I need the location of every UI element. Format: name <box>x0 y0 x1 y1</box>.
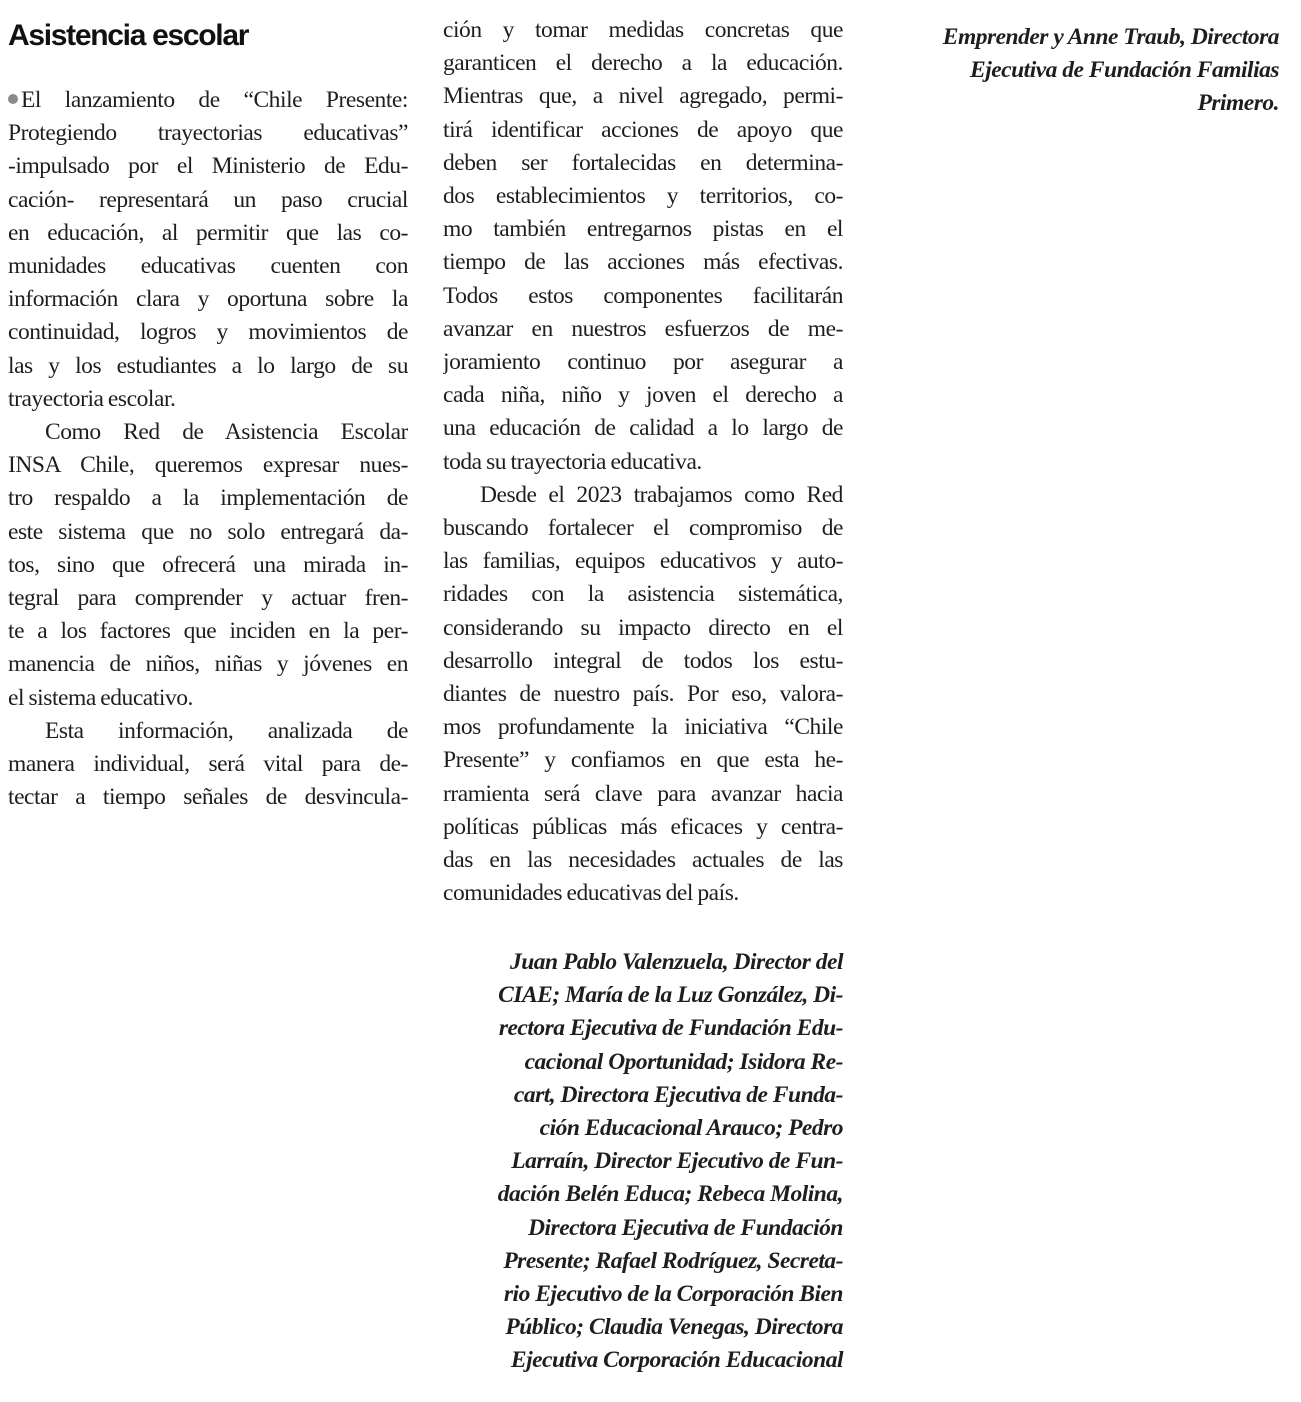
signature-line: Larraín, Director Ejecutivo de Fun- <box>511 1148 843 1175</box>
text-line: las familias, equipos educativos y auto- <box>443 548 843 575</box>
text-line: avanzar en nuestros esfuerzos de me- <box>443 315 843 342</box>
text-line: diantes de nuestro país. Por eso, valora- <box>443 681 843 708</box>
text-line: dos establecimientos y territorios, co- <box>443 183 843 210</box>
signature-line: Directora Ejecutiva de Fundación <box>528 1214 843 1241</box>
text-line: mo también entregarnos pistas en el <box>443 216 843 243</box>
headline: Asistencia escolar <box>8 19 249 52</box>
signature-line: CIAE; María de la Luz González, Di- <box>498 982 843 1009</box>
text-line: -impulsado por el Ministerio de Edu- <box>8 153 408 180</box>
text-line: tectar a tiempo señales de desvincula- <box>8 784 408 811</box>
signature-line: Público; Claudia Venegas, Directora <box>505 1314 843 1341</box>
text-line: joramiento continuo por asegurar a <box>443 349 843 376</box>
signature-line: Ejecutiva de Fundación Familias <box>970 57 1279 84</box>
text-line: El lanzamiento de “Chile Presente: <box>8 84 408 117</box>
text-line: rramienta será clave para avanzar hacia <box>443 780 843 807</box>
signature-line: Juan Pablo Valenzuela, Director del <box>509 949 843 975</box>
text-line: Desde el 2023 trabajamos como Red <box>480 481 843 508</box>
text-line: Como Red de Asistencia Escolar <box>45 419 408 446</box>
signature-line: rio Ejecutivo de la Corporación Bien <box>503 1281 843 1308</box>
text-line: tirá identificar acciones de apoyo que <box>443 116 843 143</box>
text-line: manencia de niños, niñas y jóvenes en <box>8 651 408 678</box>
text-line: trayectoria escolar. <box>8 385 176 412</box>
article-column-1 <box>8 84 408 814</box>
signature-line: dación Belén Educa; Rebeca Molina, <box>497 1181 843 1208</box>
text-line: comunidades educativas del país. <box>443 880 739 907</box>
text-line: mos profundamente la iniciativa “Chile <box>443 714 843 741</box>
text-line: manera individual, será vital para de- <box>8 751 408 778</box>
signature-line: Ejecutiva Corporación Educacional <box>510 1347 843 1374</box>
text-line: te a los factores que inciden en la per- <box>8 618 408 645</box>
text-line: las y los estudiantes a lo largo de su <box>8 352 408 379</box>
text-line: Protegiendo trayectorias educativas” <box>8 120 408 147</box>
signature-line: Emprender y Anne Traub, Directora <box>942 24 1279 50</box>
signature-block <box>443 946 843 1378</box>
signature-line: cart, Directora Ejecutiva de Funda- <box>513 1081 843 1108</box>
signature-line: rectora Ejecutiva de Fundación Edu- <box>498 1015 843 1042</box>
text-line: Mientras que, a nivel agregado, permi- <box>443 83 843 110</box>
text-line: continuidad, logros y movimientos de <box>8 319 408 346</box>
text-line: ridades con la asistencia sistemática, <box>443 581 843 608</box>
text-line: INSA Chile, queremos expresar nues- <box>8 452 408 479</box>
text-line: ción y tomar medidas concretas que <box>443 17 843 43</box>
signature-line: cacional Oportunidad; Isidora Re- <box>524 1048 843 1075</box>
article-column-2 <box>443 14 843 910</box>
text-line: tiempo de las acciones más efectivas. <box>443 249 843 276</box>
text-line: este sistema que no solo entregará da- <box>8 518 408 545</box>
signature-line: Primero. <box>1197 90 1279 117</box>
text-line: Esta información, analizada de <box>45 717 408 744</box>
text-line: tos, sino que ofrecerá una mirada in- <box>8 551 408 578</box>
text-line: buscando fortalecer el compromiso de <box>443 515 843 542</box>
text-line: tro respaldo a la implementación de <box>8 485 408 512</box>
signature-continuation <box>879 21 1279 121</box>
text-line: en educación, al permitir que las co- <box>8 219 408 246</box>
text-line: garanticen el derecho a la educación. <box>443 50 843 77</box>
text-line: cación- representará un paso crucial <box>8 186 408 213</box>
text-line: el sistema educativo. <box>8 684 193 711</box>
text-line: considerando su impacto directo en el <box>443 614 843 641</box>
text-line: munidades educativas cuenten con <box>8 253 408 280</box>
text-line: tegral para comprender y actuar fren- <box>8 585 408 612</box>
text-line: Presente” y confiamos en que esta he- <box>443 747 843 774</box>
text-line: Todos estos componentes facilitarán <box>443 282 843 309</box>
signature-line: ción Educacional Arauco; Pedro <box>539 1115 843 1142</box>
text-line: desarrollo integral de todos los estu- <box>443 647 843 674</box>
text-line: das en las necesidades actuales de las <box>443 847 843 874</box>
text-line: cada niña, niño y joven el derecho a <box>443 382 843 409</box>
text-line: información clara y oportuna sobre la <box>8 286 408 313</box>
text-line: políticas públicas más eficaces y centra- <box>443 813 843 840</box>
text-line: deben ser fortalecidas en determina- <box>443 149 843 176</box>
text-line: toda su trayectoria educativa. <box>443 448 702 475</box>
bullet-icon <box>8 94 18 104</box>
signature-line: Presente; Rafael Rodríguez, Secreta- <box>503 1247 843 1274</box>
text-line: una educación de calidad a lo largo de <box>443 415 843 442</box>
